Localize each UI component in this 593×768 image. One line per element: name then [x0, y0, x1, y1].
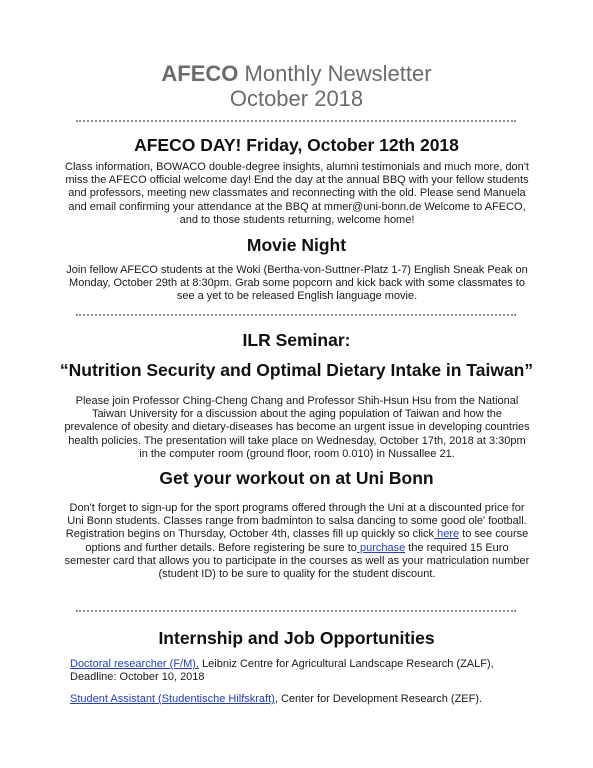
afeco-day-heading: AFECO DAY! Friday, October 12th 2018	[134, 135, 459, 155]
movie-night-heading: Movie Night	[246, 235, 347, 255]
job-listing	[70, 693, 540, 706]
jobs-heading: Internship and Job Opportunities	[158, 628, 435, 648]
dotted-divider	[76, 120, 516, 122]
workout-line: Uni Bonn students. Classes range from badminton to salsa dancing to some good ole' football.	[67, 515, 527, 528]
ilr-seminar-line: health policies. The presentation will take place on Wednesday, October 17th, 2018 at 3:30pm	[68, 434, 526, 447]
purchase-link[interactable]: purchase	[356, 541, 406, 554]
ilr-seminar-line: in the computer room (ground floor, room 0.010) in Nussallee 21.	[139, 447, 455, 460]
workout-line: (student ID) to be sure to quality for the student discount.	[158, 568, 436, 581]
job-employer: Leibniz Centre for Agricultural Landscape Research (ZALF),	[198, 658, 494, 670]
newsletter-title-line	[0, 61, 593, 86]
job-listing	[70, 658, 540, 685]
doctoral-researcher-link[interactable]: Doctoral researcher (F/M),	[70, 658, 199, 670]
issue-date: October 2018	[229, 86, 364, 111]
afeco-day-line: and email confirming your attendance at the BBQ at mmer@uni-bonn.de Welcome to AFECO,	[68, 200, 526, 213]
ilr-seminar-body	[62, 395, 532, 461]
brand-name: AFECO	[161, 61, 239, 86]
ilr-seminar-heading: ILR Seminar:	[242, 330, 351, 350]
movie-night-body	[62, 264, 532, 304]
workout-line	[62, 528, 532, 541]
afeco-day-line: miss the AFECO official welcome day! End the day at the annual BBQ with your fellow students	[65, 174, 529, 187]
job-line	[70, 658, 540, 671]
dotted-divider	[76, 314, 516, 316]
job-deadline: Deadline: October 10, 2018	[70, 671, 205, 684]
ilr-seminar-line: prevalence of obesity and dietary-diseases has become an urgent issue in developing countries	[64, 421, 530, 434]
workout-heading: Get your workout on at Uni Bonn	[159, 468, 434, 488]
movie-night-line: Monday, October 29th at 8:30pm. Grab some popcorn and kick back with some classmates to	[69, 277, 525, 290]
dotted-divider	[76, 610, 516, 612]
workout-text: to see course	[459, 528, 529, 541]
job-line	[70, 693, 540, 706]
ilr-seminar-title: “Nutrition Security and Optimal Dietary Intake in Taiwan”	[59, 360, 534, 380]
ilr-seminar-line: Taiwan University for a discussion about the aging population of Taiwan and how the	[91, 408, 503, 421]
afeco-day-line: and professors, meeting new classmates and reconnecting with the old. Please send Manuela	[68, 187, 526, 200]
workout-line: semester card that allows you to participate in the courses as well as your matriculation number	[64, 554, 530, 567]
afeco-day-line: Class information, BOWACO double-degree insights, alumni testimonials and much more, don't	[65, 161, 529, 173]
workout-text: options and further details. Before registering be sure to	[85, 541, 357, 554]
workout-line: Don't forget to sign-up for the sport programs offered through the Uni at a discounted price for	[69, 502, 525, 514]
workout-body	[62, 502, 532, 581]
job-employer: , Center for Development Research (ZEF).	[274, 693, 483, 705]
ilr-seminar-line: Please join Professor Ching-Cheng Chang and Professor Shih-Hsun Hsu from the National	[75, 395, 519, 407]
afeco-day-body	[62, 161, 532, 227]
title-rest: Monthly Newsletter	[238, 61, 432, 86]
movie-night-line: Join fellow AFECO students at the Woki (Bertha-von-Suttner-Platz 1-7) English Sneak Peak on	[66, 264, 528, 276]
workout-line	[62, 542, 532, 555]
movie-night-line: see a yet to be released English language movie.	[176, 290, 418, 303]
newsletter-title	[0, 61, 593, 111]
here-link[interactable]: here	[434, 528, 460, 541]
afeco-day-line: and to those students returning, welcome home!	[179, 213, 415, 226]
workout-text: the required 15 Euro	[405, 541, 509, 554]
student-assistant-link[interactable]: Student Assistant (Studentische Hilfskraft)	[70, 693, 275, 705]
workout-text: Registration begins on Thursday, October 4th, classes fill up quickly so click	[65, 528, 435, 541]
